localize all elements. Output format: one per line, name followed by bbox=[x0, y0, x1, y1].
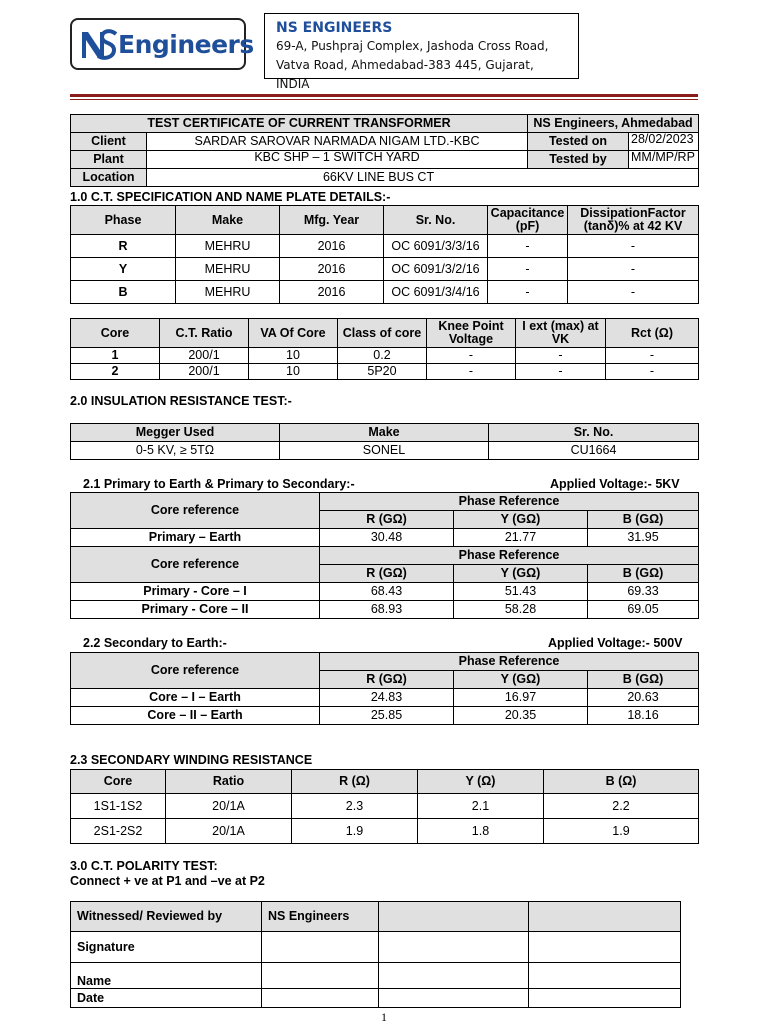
table-cell: 2.1 bbox=[418, 794, 544, 819]
table-cell: 10 bbox=[249, 348, 338, 364]
table-cell: 5P20 bbox=[338, 364, 427, 380]
column-header: Mfg. Year bbox=[280, 206, 384, 235]
table-cell: - bbox=[568, 235, 699, 258]
address-line-2: Vatva Road, Ahmedabad-383 445, Gujarat, INDIA bbox=[276, 58, 534, 91]
table-cell: - bbox=[427, 364, 516, 380]
plant-label: Plant bbox=[71, 151, 147, 169]
name-cell bbox=[529, 963, 681, 989]
table-cell: 2.2 bbox=[544, 794, 699, 819]
column-header: VA Of Core bbox=[249, 319, 338, 348]
section-3-heading: 3.0 C.T. POLARITY TEST: bbox=[70, 859, 218, 873]
header-divider-thin bbox=[70, 99, 698, 100]
section-1-heading: 1.0 C.T. SPECIFICATION AND NAME PLATE DETAILS:- bbox=[70, 190, 391, 204]
column-header: Ratio bbox=[166, 770, 292, 794]
name-cell bbox=[262, 963, 379, 989]
date-cell bbox=[529, 989, 681, 1008]
table-cell: 1.9 bbox=[544, 819, 699, 844]
tested-on-label: Tested on bbox=[528, 133, 629, 151]
table-cell: 30.48 bbox=[320, 529, 454, 547]
table-row bbox=[71, 601, 699, 619]
table-cell: R bbox=[71, 235, 176, 258]
table-cell: - bbox=[568, 281, 699, 304]
column-header: B (GΩ) bbox=[588, 671, 699, 689]
table-cell: B bbox=[71, 281, 176, 304]
witnessed-label: Witnessed/ Reviewed by bbox=[71, 902, 262, 932]
table-cell: Primary – Earth bbox=[71, 529, 320, 547]
phase-reference-header: Phase Reference bbox=[320, 653, 699, 671]
signature-cell bbox=[262, 932, 379, 963]
table-cell: - bbox=[606, 348, 699, 364]
ns-logo-mark-icon bbox=[80, 26, 118, 62]
core-reference-header: Core reference bbox=[71, 653, 320, 689]
table-cell: Core – II – Earth bbox=[71, 707, 320, 725]
table-cell: 24.83 bbox=[320, 689, 454, 707]
table-cell: 0.2 bbox=[338, 348, 427, 364]
tested-by-label: Tested by bbox=[528, 151, 629, 169]
table-cell: 2 bbox=[71, 364, 160, 380]
winding-resistance-table bbox=[70, 769, 699, 844]
column-header: Make bbox=[176, 206, 280, 235]
table-row bbox=[71, 281, 699, 304]
date-cell bbox=[379, 989, 529, 1008]
table-cell: OC 6091/3/4/16 bbox=[384, 281, 488, 304]
company-address-box bbox=[264, 13, 579, 91]
table-cell: 2016 bbox=[280, 235, 384, 258]
signature-cell bbox=[529, 932, 681, 963]
table-cell: 200/1 bbox=[160, 364, 249, 380]
table-cell: 200/1 bbox=[160, 348, 249, 364]
column-header: Megger Used bbox=[71, 424, 280, 442]
section-2-2-voltage: Applied Voltage:- 500V bbox=[548, 636, 683, 650]
table-cell: 1.8 bbox=[418, 819, 544, 844]
table-cell: 68.43 bbox=[320, 583, 454, 601]
table-cell: 51.43 bbox=[454, 583, 588, 601]
megger-table bbox=[70, 423, 699, 460]
table-cell: 16.97 bbox=[454, 689, 588, 707]
section-2-1-voltage: Applied Voltage:- 5KV bbox=[550, 477, 680, 491]
tested-on-value: 28/02/2023 bbox=[629, 133, 699, 151]
date-cell bbox=[262, 989, 379, 1008]
column-header: B (GΩ) bbox=[588, 511, 699, 529]
polarity-note: Connect + ve at P1 and –ve at P2 bbox=[70, 874, 265, 888]
column-header: Class of core bbox=[338, 319, 427, 348]
table-cell: 69.05 bbox=[588, 601, 699, 619]
table-cell: - bbox=[516, 364, 606, 380]
table-cell: MEHRU bbox=[176, 258, 280, 281]
signature-col-3-header bbox=[379, 902, 529, 932]
table-row bbox=[71, 364, 699, 380]
section-2-1-heading: 2.1 Primary to Earth & Primary to Secondary:- bbox=[83, 477, 355, 491]
table-cell: 10 bbox=[249, 364, 338, 380]
table-row bbox=[71, 707, 699, 725]
table-cell: 25.85 bbox=[320, 707, 454, 725]
phase-reference-header: Phase Reference bbox=[320, 547, 699, 565]
table-cell: MEHRU bbox=[176, 235, 280, 258]
table-row bbox=[71, 583, 699, 601]
table-cell: Primary - Core – I bbox=[71, 583, 320, 601]
tested-by-value: MM/MP/RP bbox=[629, 151, 699, 169]
core-reference-header: Core reference bbox=[71, 547, 320, 583]
column-header: Sr. No. bbox=[489, 424, 699, 442]
column-header: Rct (Ω) bbox=[606, 319, 699, 348]
header-divider bbox=[70, 94, 698, 97]
page-number: 1 bbox=[381, 1010, 387, 1024]
table-row bbox=[71, 689, 699, 707]
column-header: Knee Point Voltage bbox=[427, 319, 516, 348]
table-cell: - bbox=[516, 348, 606, 364]
signature-col-4-header bbox=[529, 902, 681, 932]
company-name: NS ENGINEERS bbox=[276, 20, 393, 36]
table-cell: - bbox=[488, 258, 568, 281]
signature-table bbox=[70, 901, 681, 1008]
table-cell: 2.3 bbox=[292, 794, 418, 819]
table-cell: 1S1-1S2 bbox=[71, 794, 166, 819]
table-cell: Y bbox=[71, 258, 176, 281]
certificate-org: NS Engineers, Ahmedabad bbox=[528, 115, 699, 133]
ct-spec-table bbox=[70, 205, 699, 304]
column-header: R (GΩ) bbox=[320, 511, 454, 529]
column-header: B (GΩ) bbox=[588, 565, 699, 583]
plant-value: KBC SHP – 1 SWITCH YARD bbox=[147, 151, 528, 169]
column-header: I ext (max) at VK bbox=[516, 319, 606, 348]
column-header: B (Ω) bbox=[544, 770, 699, 794]
location-label: Location bbox=[71, 169, 147, 187]
table-row bbox=[71, 235, 699, 258]
table-cell: Core – I – Earth bbox=[71, 689, 320, 707]
column-header: Y (GΩ) bbox=[454, 565, 588, 583]
table-cell: 1 bbox=[71, 348, 160, 364]
table-cell: 20/1A bbox=[166, 819, 292, 844]
column-header: Make bbox=[280, 424, 489, 442]
secondary-ir-table bbox=[70, 652, 699, 725]
table-cell: 20.63 bbox=[588, 689, 699, 707]
column-header: R (GΩ) bbox=[320, 671, 454, 689]
signature-label: Signature bbox=[71, 932, 262, 963]
table-row bbox=[71, 258, 699, 281]
table-cell: - bbox=[488, 235, 568, 258]
table-cell: 2016 bbox=[280, 281, 384, 304]
column-header: Capacitance (pF) bbox=[488, 206, 568, 235]
table-cell: 20.35 bbox=[454, 707, 588, 725]
phase-reference-header: Phase Reference bbox=[320, 493, 699, 511]
table-cell: 2016 bbox=[280, 258, 384, 281]
client-value: SARDAR SAROVAR NARMADA NIGAM LTD.-KBC bbox=[147, 133, 528, 151]
section-2-3-heading: 2.3 SECONDARY WINDING RESISTANCE bbox=[70, 753, 313, 767]
location-value: 66KV LINE BUS CT bbox=[147, 169, 699, 187]
table-cell: - bbox=[427, 348, 516, 364]
column-header: R (Ω) bbox=[292, 770, 418, 794]
column-header: R (GΩ) bbox=[320, 565, 454, 583]
logo-text: Engineers bbox=[118, 29, 254, 59]
table-cell: 20/1A bbox=[166, 794, 292, 819]
column-header: DissipationFactor (tanδ)% at 42 KV bbox=[568, 206, 699, 235]
signature-cell bbox=[379, 932, 529, 963]
table-cell: OC 6091/3/3/16 bbox=[384, 235, 488, 258]
core-reference-header: Core reference bbox=[71, 493, 320, 529]
certificate-title: TEST CERTIFICATE OF CURRENT TRANSFORMER bbox=[71, 115, 528, 133]
primary-ir-table bbox=[70, 492, 699, 619]
table-cell: 31.95 bbox=[588, 529, 699, 547]
table-row bbox=[71, 794, 699, 819]
column-header: Core bbox=[71, 770, 166, 794]
table-cell: 21.77 bbox=[454, 529, 588, 547]
date-label: Date bbox=[71, 989, 262, 1008]
address-line-1: 69-A, Pushpraj Complex, Jashoda Cross Road, bbox=[276, 39, 549, 53]
certificate-header-table bbox=[70, 114, 699, 187]
column-header: Core bbox=[71, 319, 160, 348]
table-cell: 58.28 bbox=[454, 601, 588, 619]
table-cell: CU1664 bbox=[489, 442, 699, 460]
table-cell: - bbox=[568, 258, 699, 281]
table-row bbox=[71, 819, 699, 844]
name-label: Name bbox=[71, 963, 262, 989]
column-header: Y (GΩ) bbox=[454, 671, 588, 689]
table-cell: OC 6091/3/2/16 bbox=[384, 258, 488, 281]
column-header: Sr. No. bbox=[384, 206, 488, 235]
table-cell: 68.93 bbox=[320, 601, 454, 619]
table-cell: 0-5 KV, ≥ 5TΩ bbox=[71, 442, 280, 460]
table-cell: Primary - Core – II bbox=[71, 601, 320, 619]
column-header: C.T. Ratio bbox=[160, 319, 249, 348]
table-cell: - bbox=[488, 281, 568, 304]
company-logo bbox=[70, 18, 254, 70]
column-header: Y (Ω) bbox=[418, 770, 544, 794]
ns-engineers-label: NS Engineers bbox=[262, 902, 379, 932]
section-2-heading: 2.0 INSULATION RESISTANCE TEST:- bbox=[70, 394, 292, 408]
table-cell: 1.9 bbox=[292, 819, 418, 844]
table-cell: 2S1-2S2 bbox=[71, 819, 166, 844]
client-label: Client bbox=[71, 133, 147, 151]
core-table bbox=[70, 318, 699, 380]
column-header: Phase bbox=[71, 206, 176, 235]
table-cell: 69.33 bbox=[588, 583, 699, 601]
column-header: Y (GΩ) bbox=[454, 511, 588, 529]
table-cell: SONEL bbox=[280, 442, 489, 460]
name-cell bbox=[379, 963, 529, 989]
table-cell: - bbox=[606, 364, 699, 380]
table-cell: 18.16 bbox=[588, 707, 699, 725]
table-cell: MEHRU bbox=[176, 281, 280, 304]
section-2-2-heading: 2.2 Secondary to Earth:- bbox=[83, 636, 227, 650]
table-row bbox=[71, 348, 699, 364]
